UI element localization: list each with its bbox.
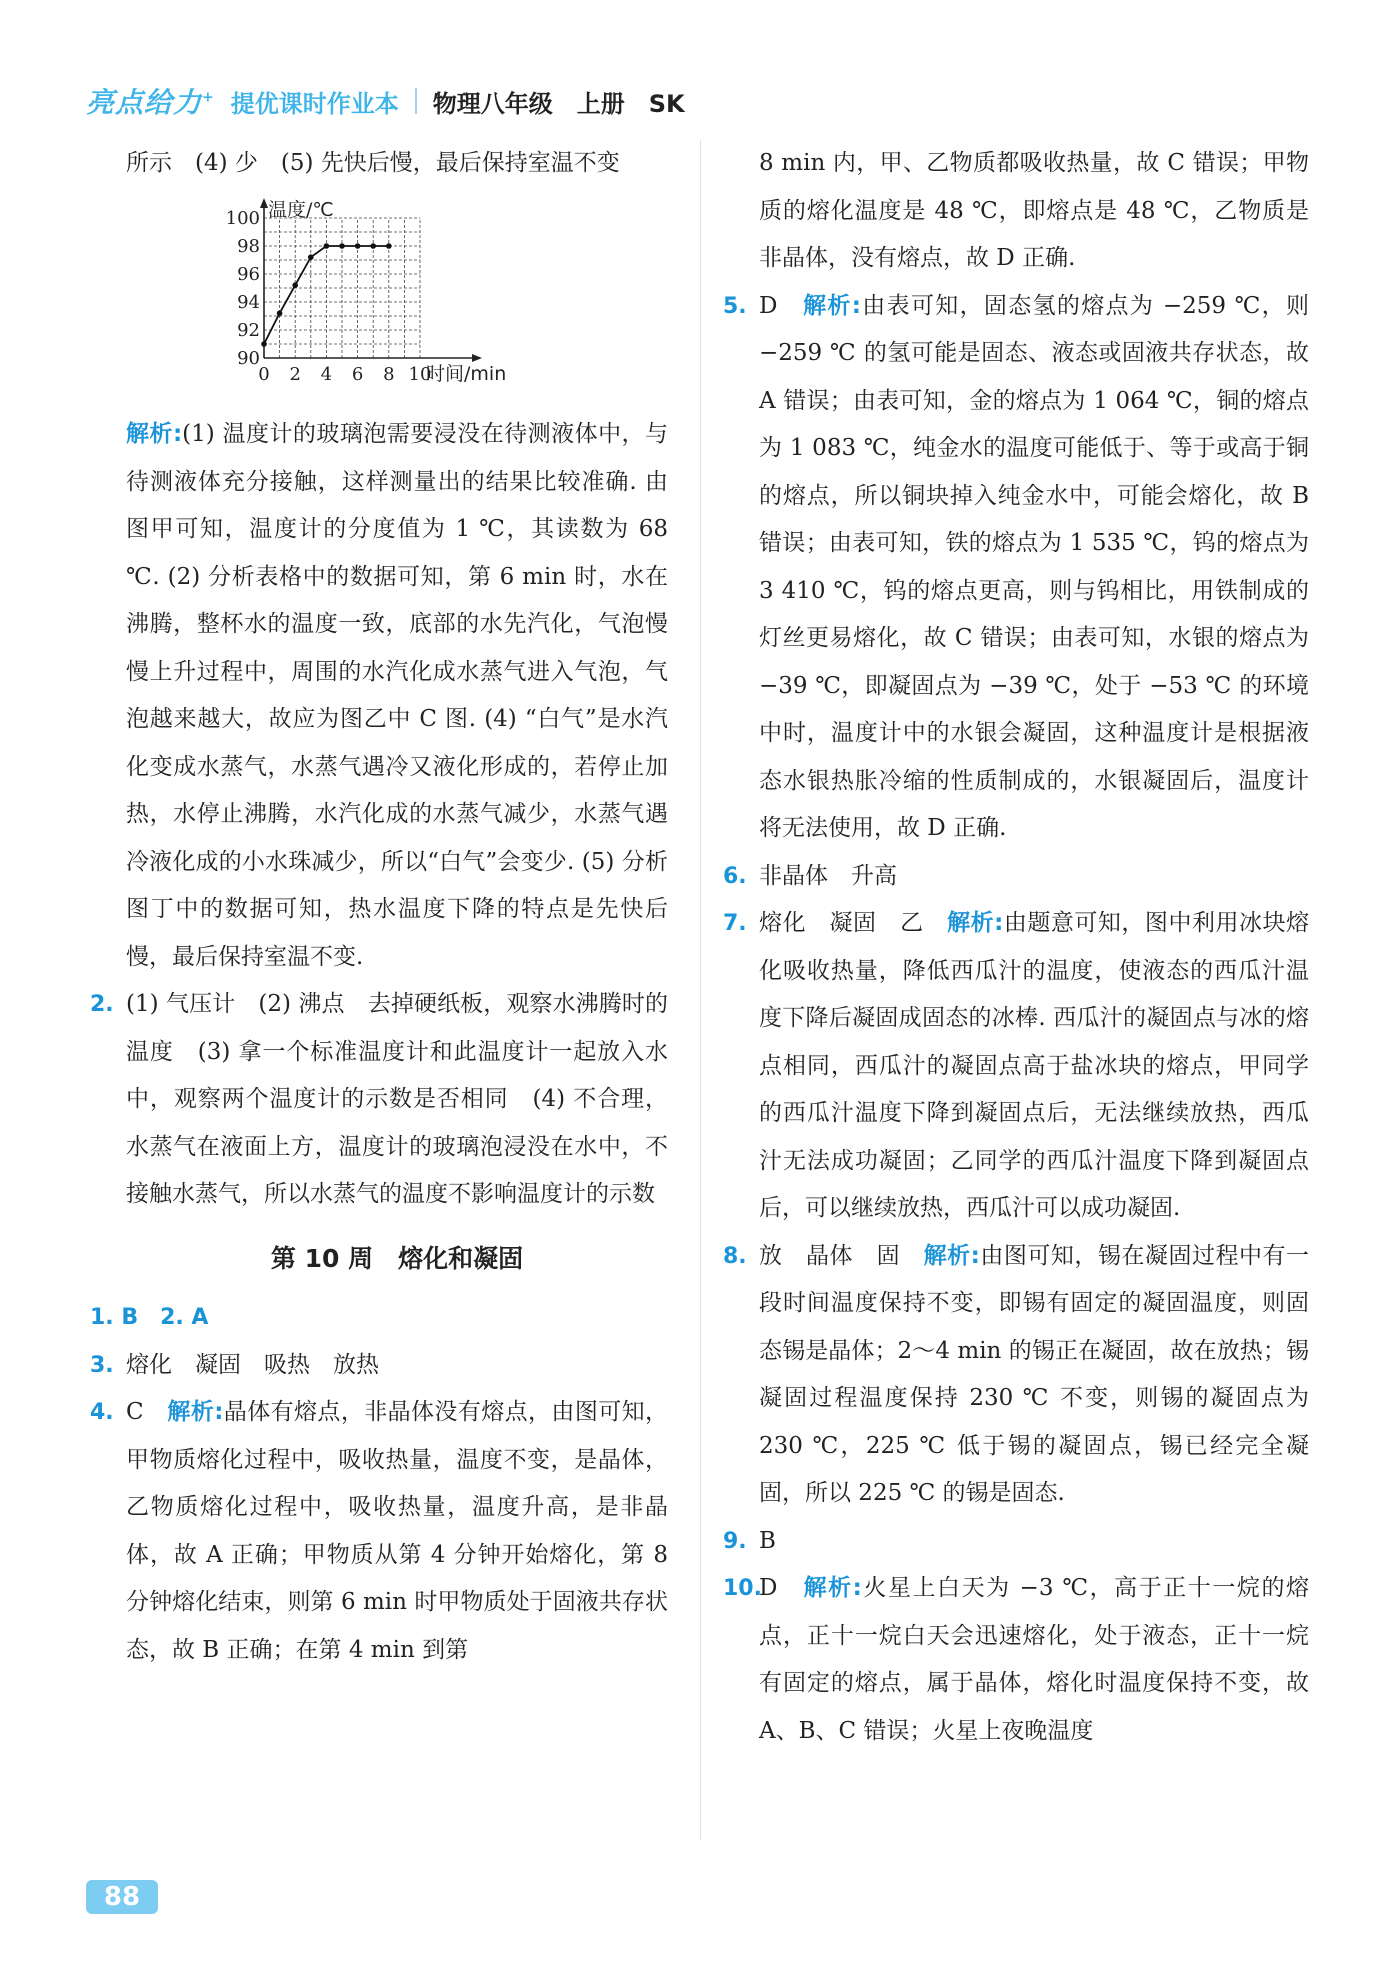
question-number: 8. <box>723 1243 747 1269</box>
section-title: 第 10 周 熔化和凝固 <box>270 1243 524 1273</box>
analysis-text: 由图可知，锡在凝固过程中有一段时间温度保持不变，即锡有固定的凝固温度，则固态锡是晶体；2～4 min 的锡正在凝固，故在放热；锡凝固过程温度保持 230 ℃ 不变，则锡的凝固点为 230 ℃，225 ℃ 低于锡的凝固点，锡已经完全凝固，所以 225 ℃ 的锡是固态. <box>759 1242 1310 1506</box>
page-number: 88 <box>86 1880 158 1914</box>
question-text: 非晶体 升高 <box>759 862 897 889</box>
analysis-text: 火星上白天为 −3 ℃，高于正十一烷的熔点，正十一烷白天会迅速熔化，处于液态，正十一烷有固定的熔点，属于晶体，熔化时温度保持不变，故 A、B、C 错误；火星上夜晚温度 <box>759 1575 1309 1744</box>
data-point <box>324 243 330 249</box>
question-6 <box>723 853 1309 901</box>
answer: C <box>126 1399 144 1425</box>
question-3 <box>90 1342 668 1390</box>
data-point <box>355 243 361 249</box>
y-tick-label: 98 <box>237 235 260 257</box>
analysis-text: 晶体有熔点，非晶体没有熔点，由图可知，甲物质熔化过程中，吸收热量，温度不变，是晶体，乙物质熔化过程中，吸收热量，温度升高，是非晶体，故 A 正确；甲物质从第 4 分钟开始熔化，第 8 分钟熔化结束，则第 6 min 时甲物质处于固液共存状态，故 B 正确；在第 4 min 到第 <box>126 1399 669 1663</box>
subject-title: 物理八年级 上册 SK <box>432 89 685 118</box>
x-tick-label: 4 <box>320 363 333 385</box>
data-point <box>277 310 283 316</box>
y-tick-label: 100 <box>225 207 260 229</box>
analysis-label: 解析: <box>923 1242 980 1269</box>
question-number: 4. <box>90 1400 114 1425</box>
analysis-label: 解析: <box>167 1399 224 1425</box>
question-text: 熔化 凝固 吸热 放热 <box>126 1351 379 1378</box>
analysis-text: (1) 温度计的玻璃泡需要浸没在待测液体中，与待测液体充分接触，这样测量出的结果比较准确. 由图甲可知，温度计的分度值为 1 ℃，其读数为 68 ℃. (2) 分析表格中的数据可知，第 6 min 时，水在沸腾，整杯水的温度一致，底部的水先汽化，气泡慢慢上升过程中，周围的水汽化成水蒸气进入气泡，气泡越来越大，故应为图乙中 C 图. (4) “白气”是水汽化变成水蒸气，水蒸气遇冷又液化形成的，若停止加热，水停止沸腾，水汽化成的水蒸气减少，水蒸气遇冷液化成的小水珠减少，所以“白气”会变少. (5) 分析图丁中的数据可知，热水温度下降的特点是先快后慢，最后保持室温不变. <box>126 421 669 970</box>
question-text: B <box>759 1527 776 1554</box>
question-7 <box>723 900 1310 1233</box>
question-4 <box>90 1389 669 1674</box>
brand-logo: 亮点给力+ <box>86 86 215 119</box>
chart-svg <box>225 192 562 392</box>
x-tick-label: 10 <box>408 363 432 385</box>
question-number: 7. <box>723 911 747 936</box>
continued-answer: 8 min 内，甲、乙物质都吸收热量，故 C 错误；甲物质的熔化温度是 48 ℃，即熔点是 48 ℃，乙物质是非晶体，没有熔点，故 D 正确. <box>759 150 1309 271</box>
analysis-text: 由题意可知，图中利用冰块熔化吸收热量，降低西瓜汁的温度，使液态的西瓜汁温度下降后凝固成固态的冰棒. 西瓜汁的凝固点与冰的熔点相同，西瓜汁的凝固点高于盐冰块的熔点，甲同学的西瓜汁温度下降到凝固点后，无法继续放热，西瓜汁无法成功凝固；乙同学的西瓜汁温度下降到凝固点后，可以继续放热，西瓜汁可以成功凝固. <box>759 910 1310 1221</box>
x-tick-label: 2 <box>289 363 301 385</box>
right-column <box>723 140 1310 1755</box>
x-axis-arrow <box>472 354 482 362</box>
question-2 <box>90 981 668 1219</box>
question-number: 10. <box>723 1576 762 1601</box>
header-divider <box>415 88 417 114</box>
question-number: 3. <box>90 1352 114 1378</box>
question-number: 6. <box>723 863 747 889</box>
analysis-label: 解析: <box>126 421 183 447</box>
answer: D <box>759 292 778 319</box>
temperature-chart <box>225 192 668 410</box>
x-tick-label: 8 <box>383 363 395 385</box>
analysis-1 <box>126 411 668 981</box>
question-9 <box>723 1518 1309 1566</box>
series-title: 提优课时作业本 <box>230 89 399 118</box>
y-tick-label: 92 <box>237 319 260 341</box>
data-point <box>339 243 345 249</box>
data-point <box>386 243 392 249</box>
analysis-label: 解析: <box>803 1575 862 1601</box>
answers-1-2 <box>90 1294 668 1342</box>
answers-line: 1. B 2. A <box>90 1305 209 1330</box>
answer: D <box>759 1575 778 1601</box>
analysis-text: 由表可知，固态氢的熔点为 −259 ℃，则 −259 ℃ 的氢可能是固态、液态或固液共存状态，故 A 错误；由表可知，金的熔点为 1 064 ℃，铜的熔点为 1 083 ℃，纯金水的温度可能低于、等于或高于铜的熔点，所以铜块掉入纯金水中，可能会熔化，故 B 错误；由表可知，铁的熔点为 1 535 ℃，钨的熔点为 3 410 ℃，钨的熔点更高，则与钨相比，用铁制成的灯丝更易熔化，故 C 错误；由表可知，水银的熔点为 −39 ℃，即凝固点为 −39 ℃，处于 −53 ℃ 的环境中时，温度计中的水银会凝固，这种温度计是根据液态水银热胀冷缩的性质制成的，水银凝固后，温度计将无法使用，故 D 正确. <box>759 292 1310 841</box>
y-tick-label: 90 <box>237 347 260 369</box>
y-tick-label: 96 <box>237 263 260 285</box>
continued-answer: 所示 (4) 少 (5) 先快后慢，最后保持室温不变 <box>126 150 620 176</box>
question-10 <box>723 1565 1309 1755</box>
question-number: 2. <box>90 992 114 1017</box>
y-axis-arrow <box>260 198 268 208</box>
data-point <box>292 282 298 288</box>
question-text: (1) 气压计 (2) 沸点 去掉硬纸板，观察水沸腾时的温度 (3) 拿一个标准温度计和此温度计一起放入水中，观察两个温度计的示数是否相同 (4) 不合理，水蒸气在液面上方，温度计的玻璃泡浸没在水中，不接触水蒸气，所以水蒸气的温度不影响温度计的示数 <box>126 991 668 1207</box>
x-axis-label: 时间/min <box>426 362 507 385</box>
page-header <box>86 78 685 124</box>
answer: 熔化 凝固 乙 <box>759 910 924 936</box>
x-tick-label: 0 <box>258 363 270 385</box>
analysis-label: 解析: <box>947 910 1004 936</box>
data-point <box>261 341 267 347</box>
column-divider <box>700 140 701 1840</box>
analysis-label: 解析: <box>803 292 861 319</box>
y-axis-label: 温度/℃ <box>268 198 334 221</box>
x-tick-label: 6 <box>351 363 364 385</box>
data-point <box>308 254 314 260</box>
question-5 <box>723 283 1310 853</box>
question-8 <box>723 1233 1310 1518</box>
answer: 放 晶体 固 <box>759 1242 901 1269</box>
question-number: 9. <box>723 1528 747 1554</box>
left-column <box>90 140 669 1674</box>
question-number: 5. <box>723 293 747 319</box>
y-tick-label: 94 <box>237 291 260 313</box>
data-point <box>370 243 376 249</box>
